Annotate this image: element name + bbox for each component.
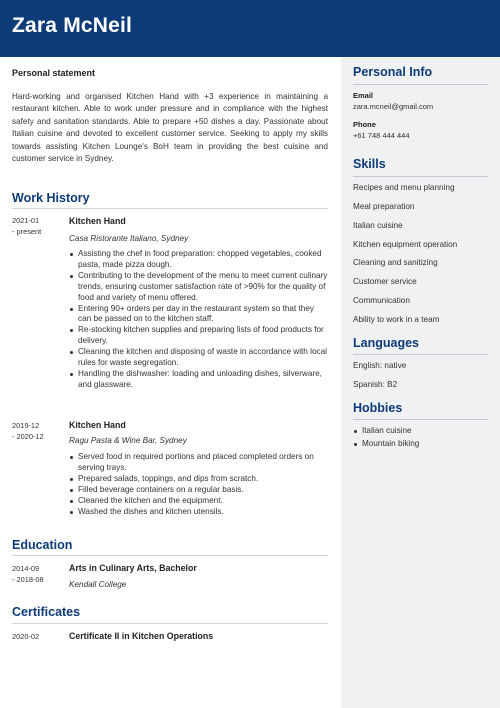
list-item: Cleaning the kitchen and disposing of waste in accordance with local rules for waste segregation.: [69, 347, 329, 369]
statement-text: Hard-working and organised Kitchen Hand with +3 experience in maintaining a restaurant kitchen. Able to work under pressure and in compliance with the highest safety and sanitation standards. Able to prepare +50 dishes a day. Passionate about Italian cuisine and devoted to excellent customer service. Seeking to apply my skills towards assisting Kitchen Lounge's BoH team in providing the best cuisine and customer service in Sydney.: [12, 92, 328, 164]
education-end: - 2018-08: [12, 575, 44, 584]
email-label: Email: [353, 91, 374, 100]
email-value: zara.mcneil@gmail.com: [353, 102, 434, 111]
language-item: English: native: [353, 361, 407, 370]
candidate-name: Zara McNeil: [12, 14, 133, 37]
header-bar: [0, 0, 500, 57]
skill-item: Recipes and menu planning: [353, 183, 455, 192]
personal-info-divider: [353, 84, 488, 85]
job-2-dates: [12, 420, 64, 442]
job-1-dates: [12, 215, 64, 237]
job-2-start: 2019-12: [12, 421, 40, 430]
list-item: Cleaned the kitchen and the equipment.: [69, 496, 329, 507]
hobby-item: Mountain biking: [353, 438, 419, 451]
skill-item: Customer service: [353, 277, 417, 286]
skill-item: Ability to work in a team: [353, 315, 440, 324]
list-item: Re-stocking kitchen supplies and preparing lists of food products for delivery.: [69, 325, 329, 347]
work-history-divider: [12, 208, 328, 209]
certificates-divider: [12, 623, 328, 624]
languages-title: Languages: [353, 336, 419, 350]
job-1-end: - present: [12, 227, 42, 236]
job-2-title: Kitchen Hand: [69, 420, 126, 430]
hobby-item: Italian cuisine: [353, 425, 419, 438]
list-item: Prepared salads, toppings, and dips from scratch.: [69, 474, 329, 485]
certificates-title: Certificates: [12, 605, 81, 619]
skill-item: Meal preparation: [353, 202, 415, 211]
skills-divider: [353, 176, 488, 177]
list-item: Handling the dishwasher: loading and unloading dishes, silverware, and glassware.: [69, 369, 329, 391]
list-item: Assisting the chef in food preparation: chopped vegetables, cooked pasta, made pizza dough.: [69, 249, 329, 271]
job-1-bullets: [69, 249, 329, 391]
education-divider: [12, 555, 328, 556]
skill-item: Cleaning and sanitizing: [353, 258, 438, 267]
phone-value: +61 748 444 444: [353, 131, 410, 140]
hobbies-list: [353, 425, 419, 450]
certificate-name: Certificate II in Kitchen Operations: [69, 631, 214, 641]
education-title: Education: [12, 538, 73, 552]
education-start: 2014-09: [12, 564, 40, 573]
skills-title: Skills: [353, 157, 386, 171]
languages-divider: [353, 354, 488, 355]
job-1-title: Kitchen Hand: [69, 216, 126, 226]
hobbies-title: Hobbies: [353, 401, 403, 415]
job-2-end: - 2020-12: [12, 432, 44, 441]
job-1-company: Casa Ristorante Italiano, Sydney: [69, 234, 189, 243]
work-history-title: Work History: [12, 191, 90, 205]
skill-item: Kitchen equipment operation: [353, 240, 458, 249]
skill-item: Italian cuisine: [353, 221, 403, 230]
list-item: Contributing to the development of the menu to meet current culinary trends, ensuring customer satisfaction rate of >90% for the quality of food and variety of menu offered.: [69, 271, 329, 304]
hobbies-divider: [353, 419, 488, 420]
job-2-company: Ragu Pasta & Wine Bar, Sydney: [69, 436, 187, 445]
phone-label: Phone: [353, 120, 376, 129]
certificate-date: 2020-02: [12, 632, 40, 641]
education-degree: Arts in Culinary Arts, Bachelor: [69, 563, 197, 573]
list-item: Washed the dishes and kitchen utensils.: [69, 507, 329, 518]
education-school: Kendall College: [69, 580, 127, 589]
list-item: Entering 90+ orders per day in the restaurant system so that they can be passed on to the kitchen staff.: [69, 304, 329, 326]
personal-info-title: Personal Info: [353, 65, 433, 79]
job-1-start: 2021-01: [12, 216, 40, 225]
list-item: Filled beverage containers on a regular basis.: [69, 485, 329, 496]
language-item: Spanish: B2: [353, 380, 398, 389]
skill-item: Communication: [353, 296, 410, 305]
education-dates: [12, 563, 64, 585]
job-2-bullets: [69, 452, 329, 517]
statement-title: Personal statement: [12, 68, 96, 78]
list-item: Served food in required portions and placed completed orders on serving trays.: [69, 452, 329, 474]
